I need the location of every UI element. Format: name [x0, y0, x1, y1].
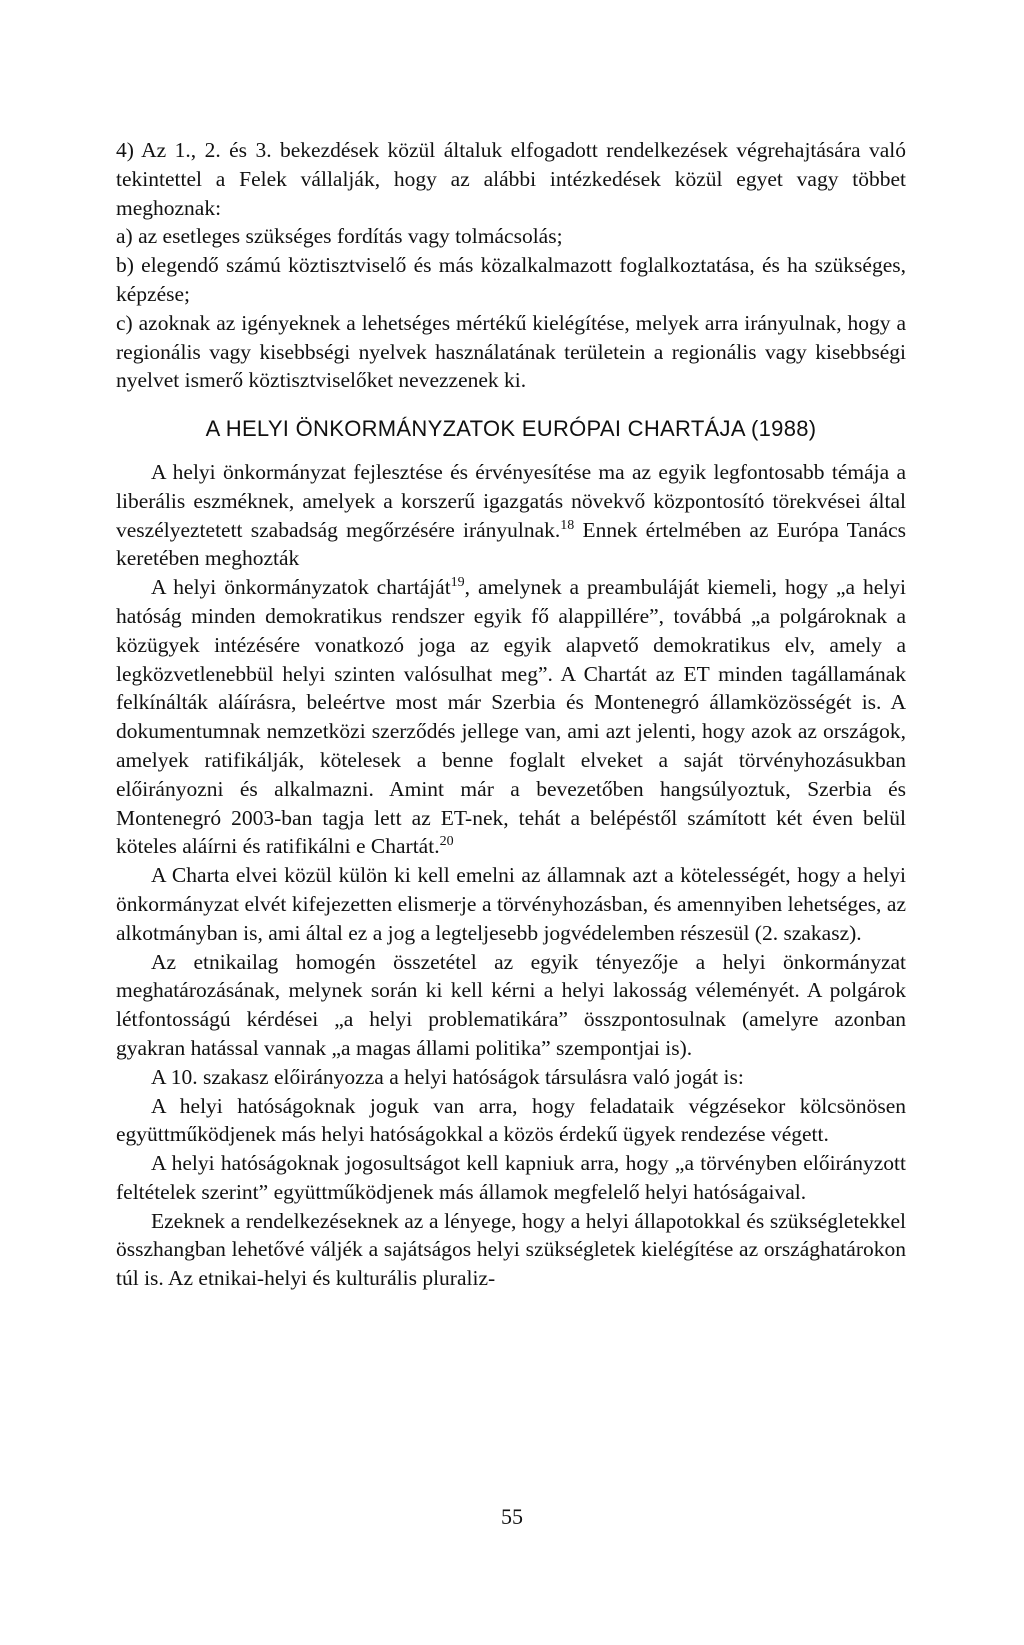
paragraph-3: A Charta elvei közül külön ki kell emelni az államnak azt a kötelességét, hogy a helyi önkormányzat elvét kifejezetten elismerje a törvényhozásban, és amennyiben lehetséges, az alkotmányban is, ami által ez a jog a legteljesebb jogvédelemben részesül (2. szakasz).	[116, 863, 906, 945]
footnote-ref-18: 18	[560, 517, 575, 533]
list-item-a: a) az esetleges szükséges fordítás vagy tolmácsolás;	[116, 224, 563, 249]
page-number: 55	[501, 1504, 523, 1529]
paragraph-1-text-a: A helyi önkormányzat fejlesztése és érvényesítése ma az egyik legfontosabb témája a liberális eszméknek, amelyek a korszerű igazgatás növekvő központosító törekvései által veszélyeztetett szabadság megőrzésére irányulnak.	[116, 459, 906, 542]
paragraph-2-text-a: A helyi önkormányzatok chartáját	[151, 575, 451, 600]
paragraph-6: A helyi hatóságoknak joguk van arra, hogy feladataik végzésekor kölcsönösen együttműködjenek más helyi hatóságokkal a közös érdekű ügyek rendezése végett.	[116, 1093, 906, 1147]
body-text	[116, 136, 906, 1293]
paragraph-1-text-b: Ennek értelmében az Európa Tanács keretében meghozták	[116, 517, 906, 571]
footnote-ref-20: 20	[439, 834, 454, 850]
section4-intro: 4) Az 1., 2. és 3. bekezdések közül általuk elfogadott rendelkezések végrehajtására való tekintettel a Felek vállalják, hogy az alábbi intézkedések közül egyet vagy többet meghoznak:	[116, 138, 906, 220]
list-item-b: b) elegendő számú köztisztviselő és más közalkalmazott foglalkoztatása, és ha szükséges, képzése;	[116, 253, 906, 306]
paragraph-2-text-b: , amelynek a preambuláját kiemeli, hogy „a helyi hatóság minden demokratikus rendszer egyik fő alappillére”, továbbá „a polgároknak a közügyek intézésére vonatkozó joga az egyik alapvető demokratikus elv, amely a legközvetlenebbül helyi szinten valósulhat meg”. A Chartát az ET minden tagállamának felkínálták aláírásra, beleértve most már Szerbia és Montenegró államközösségét is. A dokumentumnak nemzetközi szerződés jellege van, ami azt jelenti, hogy azok az országok, amelyek ratifikálják, kötelesek a benne foglalt elveket a saját törvényhozásukban előirányozni és alkalmazni. Amint már a bevezetőben hangsúlyoztuk, Szerbia és Montenegró 2003-ban tagja lett az ET-nek, tehát a belépéstől számított két éven belül köteles aláírni és ratifikálni e Chartát.	[116, 575, 906, 859]
paragraph-5: A 10. szakasz előirányozza a helyi hatóságok társulásra való jogát is:	[151, 1064, 744, 1089]
section-heading: A HELYI ÖNKORMÁNYZATOK EURÓPAI CHARTÁJA (1988)	[205, 416, 817, 442]
footnote-ref-19: 19	[450, 575, 465, 591]
paragraph-2	[116, 573, 906, 861]
paragraph-8: Ezeknek a rendelkezéseknek az a lényege, hogy a helyi állapotokkal és szükségletekkel összhangban lehetővé váljék a sajátságos helyi szükségletek kielégítése az országhatárokon túl is. Az etnikai-helyi és kulturális pluraliz-	[116, 1208, 906, 1291]
paragraph-4: Az etnikailag homogén összetétel az egyik tényezője a helyi önkormányzat meghatározásának, melynek során ki kell kérni a helyi lakosság véleményét. A polgárok létfontosságú kérdései „a helyi problematikára” összpontosulnak (amelyre azonban gyakran hatással vannak „a magas állami politika” szempontjai is).	[116, 949, 906, 1060]
paragraph-7: A helyi hatóságoknak jogosultságot kell kapniuk arra, hogy „a törvényben előirányzott feltételek szerint” együttműködjenek más államok megfelelő helyi hatóságaival.	[116, 1151, 906, 1204]
list-item-c: c) azoknak az igényeknek a lehetséges mértékű kielégítése, melyek arra irányulnak, hogy a regionális vagy kisebbségi nyelvek használatának területein a regionális vagy kisebbségi nyelvet ismerő köztisztviselőket nevezzenek ki.	[116, 310, 906, 393]
paragraph-1	[116, 458, 906, 573]
